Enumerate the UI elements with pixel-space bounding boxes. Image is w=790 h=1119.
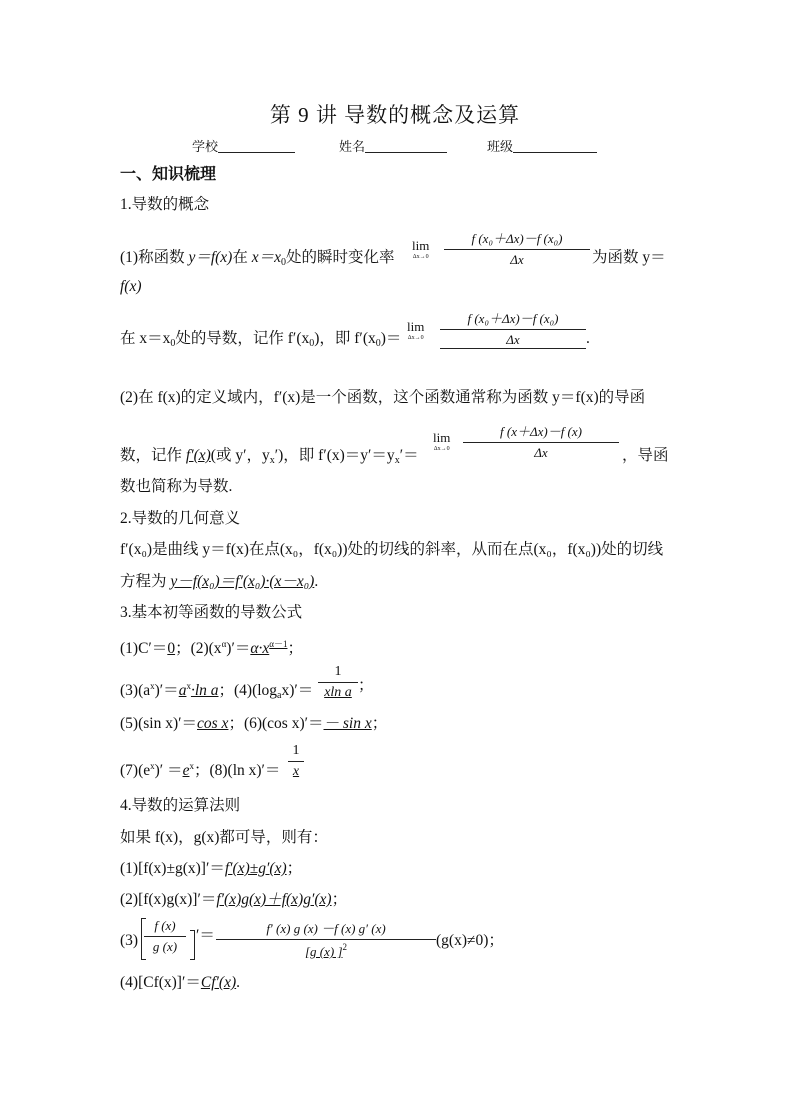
limit-symbol: lim Δx→0: [412, 238, 430, 260]
class-label: 班级: [487, 140, 514, 155]
right-bracket: [190, 930, 195, 960]
rules-intro: 如果 f(x)，g(x)都可导，则有：: [120, 829, 328, 846]
rule-3-eq: ′＝: [196, 927, 215, 944]
concept-line-4: 数，记作 f′(x)(或 y′，$y_x'$)，即 $f'(x)=y'=y_x'=$: [120, 447, 419, 466]
subheading-rules: 4.导数的运算法则: [120, 797, 241, 814]
formula-line-4: $(7)(e^x)' =e^x$；(8)(ln x)′＝: [120, 761, 281, 779]
name-blank: [365, 139, 447, 153]
concept-line-1-end: 为函数 y＝: [592, 249, 666, 266]
fraction: $\frac{f' (x) g (x) -f (x) g' (x)}{[g (x) ]^2}$: [216, 918, 436, 960]
section-heading: 一、知识梳理: [120, 164, 217, 183]
class-blank: [513, 139, 597, 153]
class-field: [487, 136, 597, 155]
limit-symbol: lim Δx→0: [433, 430, 451, 452]
fraction: $\frac{1}{x}$: [288, 743, 304, 780]
concept-line-5: 数也简称为导数.: [120, 478, 233, 495]
name-field: [339, 136, 447, 155]
fraction: $\frac{f (x)}{g (x)}$: [144, 918, 186, 955]
school-blank: [218, 139, 295, 153]
rule-4: (4)[Cf(x)]′＝Cf′(x).: [120, 974, 240, 991]
limit-symbol: lim Δx→0: [407, 319, 425, 341]
rule-3-label: (3): [120, 932, 139, 949]
school-field: [192, 136, 295, 155]
subheading-geometry: 2.导数的几何意义: [120, 510, 241, 527]
geometry-line-1: f′(x₀)是曲线 y＝f(x)在点(x₀，f(x₀))处的切线的斜率，从而在点(x₀，f(x₀))处的切线: [120, 541, 664, 558]
fraction: $\frac{\text{f (x₀＋Δx)－f (x₀)}}{\Delta x}$: [444, 228, 590, 268]
rule-2: (2)[f(x)g(x)]′＝f′(x)g(x)＋f(x)g′(x)；: [120, 891, 348, 908]
page-title: 第 9 讲 导数的概念及运算: [269, 103, 521, 127]
geometry-line-2: 方程为 y－f(x₀)＝f′(x₀)·(x－x₀).: [120, 573, 319, 590]
period: .: [586, 330, 590, 347]
concept-line-2: 在 $x=x_0$处的导数，记作 $f'(x_0)$，即 $f'(x_0)=$: [120, 330, 402, 349]
formula-line-2: $(3)(a^x)'=a^x\cdot\ln$ a；$(4)(\log_ax)'=$: [120, 681, 314, 701]
semicolon: ；: [358, 677, 374, 694]
fraction: $\frac{1}{\text{xln a}}$: [318, 664, 358, 701]
concept-line-1: (1)称函数 y＝f(x)在 $x=x_0$处的瞬时变化率: [120, 249, 395, 268]
rule-1: (1)[f(x)±g(x)]′＝f′(x)±g′(x)；: [120, 860, 303, 877]
name-label: 姓名: [339, 140, 366, 155]
concept-line-1-wrap: f(x): [120, 278, 142, 295]
concept-line-4-end: ，导函: [622, 447, 669, 464]
fraction: $\frac{\text{f (x₀＋Δx)－f (x₀)}}{\Delta x}$: [440, 308, 586, 349]
fraction: $\frac{f (x+\Delta x)-f (x)}{\Delta x}$: [463, 421, 619, 461]
school-label: 学校: [192, 140, 219, 155]
formula-line-1: (1)C′＝0；$(2)(x^\alpha)'=\alpha\cdot x^{\alpha-1}$；: [120, 639, 303, 657]
subheading-formulas: 3.基本初等函数的导数公式: [120, 604, 303, 621]
formula-line-3: (5)(sin x)′＝cos x；(6)(cos x)′＝－ sin x；: [120, 715, 388, 732]
subheading-concept: 1.导数的概念: [120, 196, 210, 213]
concept-line-3: (2)在 f(x)的定义域内，f′(x)是一个函数，这个函数通常称为函数 y＝f(x)的导函: [120, 389, 646, 406]
rule-3-condition: (g(x)≠0)；: [436, 932, 504, 949]
